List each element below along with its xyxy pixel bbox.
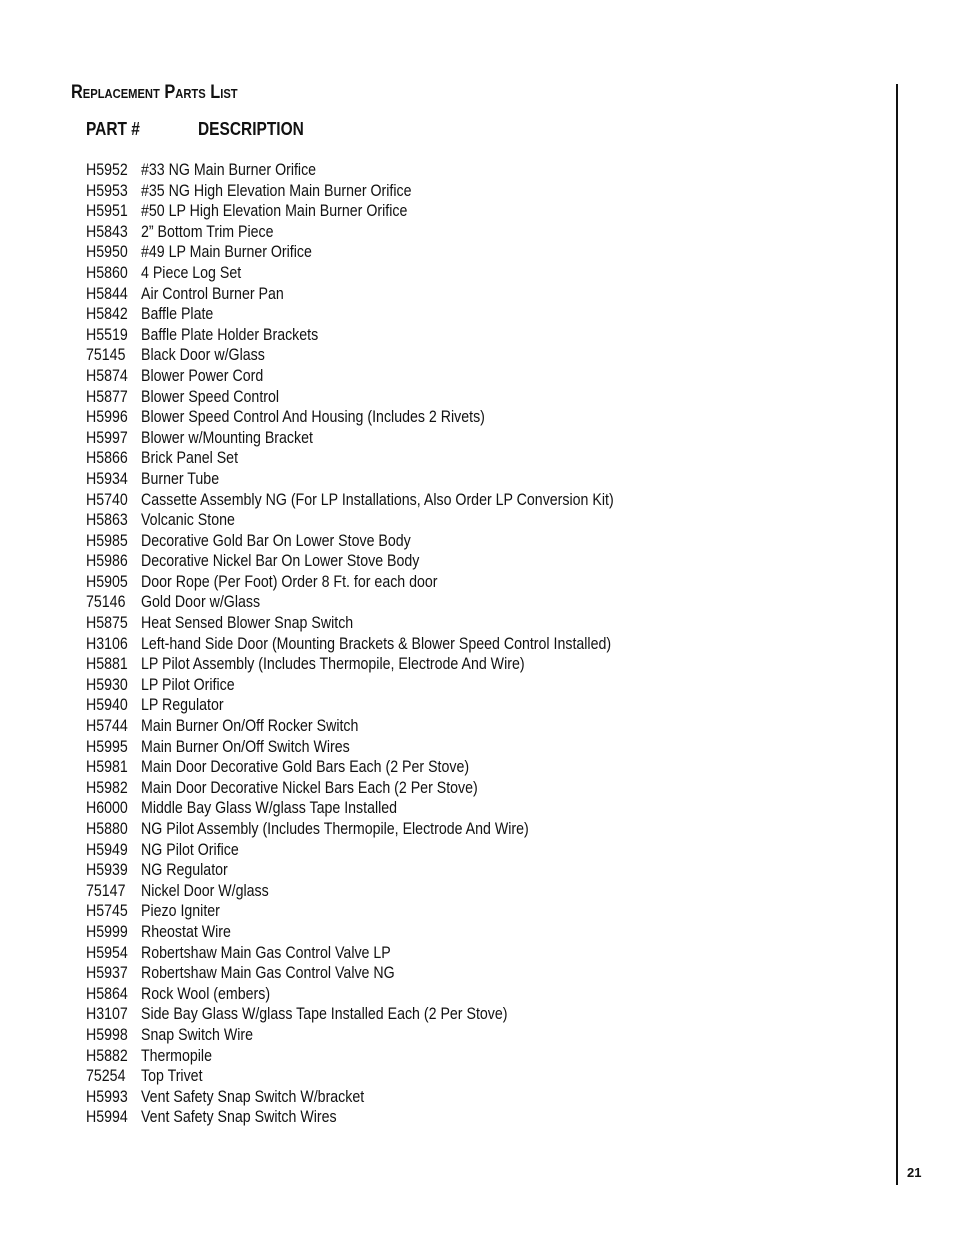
part-description: #33 NG Main Burner Orifice [141, 161, 317, 179]
part-number: H5843 [86, 222, 128, 241]
part-description: Rock Wool (embers) [141, 984, 271, 1003]
part-description: Decorative Nickel Bar On Lower Stove Body [141, 552, 420, 571]
part-number: H5951 [86, 202, 128, 221]
part-number: H5940 [86, 696, 128, 715]
part-description: Piezo Igniter [141, 902, 220, 921]
part-number: H5934 [86, 469, 128, 488]
part-number: H5866 [86, 449, 128, 468]
part-description: Cassette Assembly NG (For LP Installations, Also Order LP Conversion Kit) [141, 490, 614, 509]
part-number: H5740 [86, 490, 128, 509]
part-number: 75146 [86, 593, 126, 612]
part-description: Snap Switch Wire [141, 1025, 253, 1044]
part-number: H3106 [86, 634, 128, 653]
part-description: Air Control Burner Pan [141, 284, 284, 303]
part-description: 2” Bottom Trim Piece [141, 222, 274, 241]
page-number: 21 [907, 1165, 922, 1180]
part-number: H6000 [86, 799, 128, 818]
part-number: H5874 [86, 366, 128, 385]
part-number: H5877 [86, 387, 128, 406]
part-description: Vent Safety Snap Switch Wires [141, 1108, 337, 1127]
part-description: Nickel Door W/glass [141, 881, 269, 900]
part-number: 75254 [86, 1067, 126, 1086]
margin-rule [896, 84, 898, 1185]
part-description: NG Pilot Orifice [141, 840, 239, 859]
part-number: H5930 [86, 675, 128, 694]
page-title: Replacement Parts List [71, 82, 238, 103]
part-description: LP Pilot Orifice [141, 675, 235, 694]
part-description: Main Burner On/Off Rocker Switch [141, 717, 359, 736]
part-description: Main Door Decorative Gold Bars Each (2 Per Stove) [141, 758, 470, 777]
part-number: H5875 [86, 614, 128, 633]
part-number: H5994 [86, 1108, 128, 1127]
part-number: H5993 [86, 1087, 128, 1106]
part-description: Blower Speed Control [141, 387, 280, 406]
part-number: H5882 [86, 1046, 128, 1065]
part-description: Main Burner On/Off Switch Wires [141, 737, 350, 756]
part-description: #35 NG High Elevation Main Burner Orifice [141, 181, 412, 200]
part-number: H5905 [86, 572, 128, 591]
part-number: H5949 [86, 840, 128, 859]
part-number: H3107 [86, 1005, 128, 1024]
part-description: LP Regulator [141, 696, 224, 715]
part-description: Blower w/Mounting Bracket [141, 428, 313, 447]
part-number: H5953 [86, 181, 128, 200]
part-number: H5863 [86, 511, 128, 530]
part-description: Gold Door w/Glass [141, 593, 261, 612]
part-description: Black Door w/Glass [141, 346, 265, 365]
part-number: H5981 [86, 758, 128, 777]
part-number: H5954 [86, 943, 128, 962]
part-description: Volcanic Stone [141, 511, 235, 530]
part-description: Robertshaw Main Gas Control Valve NG [141, 964, 395, 983]
part-description: LP Pilot Assembly (Includes Thermopile, Electrode And Wire) [141, 655, 525, 674]
part-number: 75147 [86, 881, 126, 900]
part-description: Main Door Decorative Nickel Bars Each (2 Per Stove) [141, 778, 478, 797]
part-number: H5745 [86, 902, 128, 921]
part-number: H5986 [86, 552, 128, 571]
part-number: H5999 [86, 922, 128, 941]
part-description: #49 LP Main Burner Orifice [141, 243, 312, 262]
part-description: Thermopile [141, 1046, 212, 1065]
part-description: Top Trivet [141, 1067, 203, 1086]
part-description: Side Bay Glass W/glass Tape Installed Each (2 Per Stove) [141, 1005, 508, 1024]
part-number: H5998 [86, 1025, 128, 1044]
part-description: Burner Tube [141, 469, 220, 488]
part-number: 75145 [86, 346, 126, 365]
part-number-column-header: PART # [86, 119, 140, 139]
part-description: Brick Panel Set [141, 449, 239, 468]
part-description: Blower Speed Control And Housing (Includes 2 Rivets) [141, 408, 485, 427]
part-description: Vent Safety Snap Switch W/bracket [141, 1087, 365, 1106]
part-number: H5952 [86, 161, 128, 179]
part-description: Robertshaw Main Gas Control Valve LP [141, 943, 391, 962]
part-number: H5995 [86, 737, 128, 756]
part-number: H5842 [86, 305, 128, 324]
part-description: NG Regulator [141, 861, 228, 880]
part-description: NG Pilot Assembly (Includes Thermopile, Electrode And Wire) [141, 820, 529, 838]
part-number: H5844 [86, 284, 128, 303]
part-description: Middle Bay Glass W/glass Tape Installed [141, 799, 398, 818]
part-description: Blower Power Cord [141, 366, 264, 385]
description-column-header: DESCRIPTION [198, 119, 304, 139]
part-description: Heat Sensed Blower Snap Switch [141, 614, 354, 633]
part-number: H5950 [86, 243, 128, 262]
part-number: H5744 [86, 717, 128, 736]
part-number: H5937 [86, 964, 128, 983]
part-number: H5939 [86, 861, 128, 880]
part-description: Decorative Gold Bar On Lower Stove Body [141, 531, 411, 550]
part-description: Left-hand Side Door (Mounting Brackets & Blower Speed Control Installed) [141, 634, 612, 653]
part-description: Door Rope (Per Foot) Order 8 Ft. for each door [141, 572, 438, 591]
part-number: H5881 [86, 655, 128, 674]
part-number: H5996 [86, 408, 128, 427]
part-number: H5997 [86, 428, 128, 447]
part-description: 4 Piece Log Set [141, 263, 242, 282]
part-number: H5519 [86, 325, 128, 344]
part-number: H5860 [86, 263, 128, 282]
part-number: H5982 [86, 778, 128, 797]
part-number: H5985 [86, 531, 128, 550]
part-number: H5880 [86, 820, 128, 838]
part-description: #50 LP High Elevation Main Burner Orifice [141, 202, 408, 221]
part-description: Baffle Plate Holder Brackets [141, 325, 319, 344]
part-description: Baffle Plate [141, 305, 214, 324]
part-number: H5864 [86, 984, 128, 1003]
part-description: Rheostat Wire [141, 922, 231, 941]
